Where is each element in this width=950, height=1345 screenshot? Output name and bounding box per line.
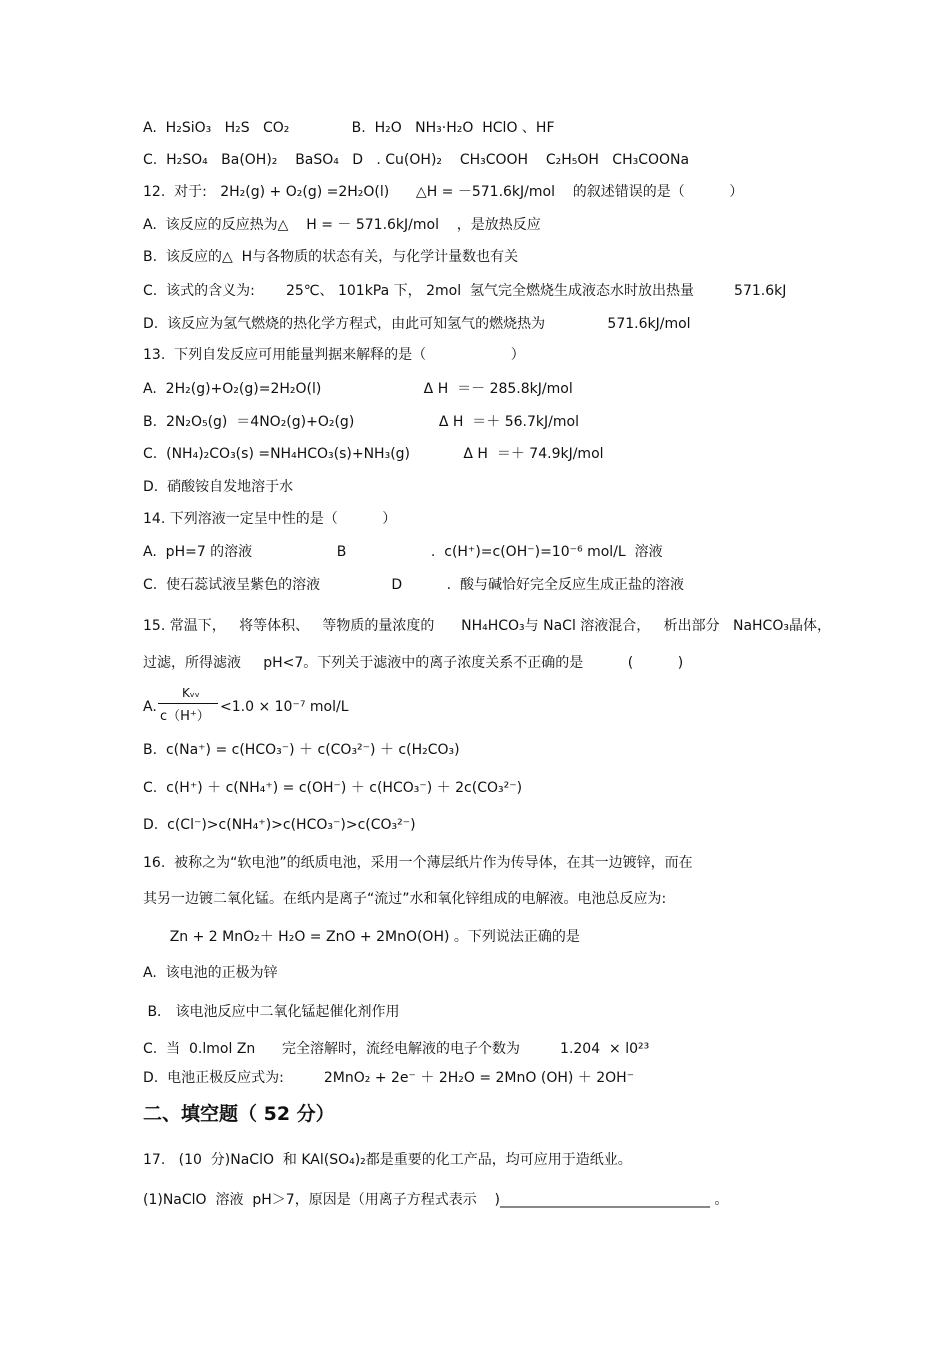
q15-option-d: D. c(Cl⁻)>c(NH₄⁺)>c(HCO₃⁻)>c(CO₃²⁻) [143,817,416,833]
q12-option-c: C. 该式的含义为: 25℃、 101kPa 下， 2mol 氢气完全燃烧生成液态水时放出热量 571.6kJ [143,283,787,299]
q14-options-a-b: A. pH=7 的溶液 B . c(H⁺)=c(OH⁻)=10⁻⁶ mol/L 溶液 [143,544,663,560]
q13-option-b: B. 2N₂O₅(g) ＝4NO₂(g)+O₂(g) Δ H ＝＋ 56.7kJ/mol [143,414,579,430]
section-2-heading: 二、填空题（ 52 分） [143,1103,335,1125]
q14-options-c-d: C. 使石蕊试液呈紫色的溶液 D . 酸与碱恰好完全反应生成正盐的溶液 [143,577,684,593]
q13-option-c: C. (NH₄)₂CO₃(s) =NH₄HCO₃(s)+NH₃(g) Δ H ＝＋ 74.9kJ/mol [143,446,604,462]
q15-option-c: C. c(H⁺) ＋ c(NH₄⁺) = c(OH⁻) ＋ c(HCO₃⁻) ＋ 2c(CO₃²⁻) [143,780,523,796]
q16-option-a: A. 该电池的正极为锌 [143,965,278,981]
q12-option-a: A. 该反应的反应热为△ H = － 571.6kJ/mol ，是放热反应 [143,217,541,233]
q16-option-b: B． 该电池反应中二氧化锰起催化剂作用 [143,1004,400,1020]
fraction-numerator: Kᵥᵥ [182,686,200,700]
question-15-line2: 过滤，所得滤液 pH<7。下列关于滤液中的离子浓度关系不正确的是 ( ) [143,655,684,671]
question-16-line2: 其另一边镀二氧化锰。在纸内是离子“流过”水和氧化锌组成的电解液。电池总反应为: [143,891,667,907]
q13-option-a: A. 2H₂(g)+O₂(g)=2H₂O(l) Δ H ＝－ 285.8kJ/mol [143,381,573,397]
q12-option-b: B. 该反应的△ H与各物质的状态有关，与化学计量数也有关 [143,249,519,265]
q13-option-d: D. 硝酸铵自发地溶于水 [143,479,294,495]
q15-option-a-prefix: A. [143,699,157,715]
question-15-line1: 15. 常温下， 将等体积、 等物质的量浓度的 NH₄HCO₃与 NaCl 溶液混合， 析出部分 NaHCO₃晶体， [143,618,831,634]
q16-option-c: C. 当 0.lmol Zn 完全溶解时，流经电解液的电子个数为 1.204 × l0²³ [143,1041,650,1057]
line-c-d-options-11: C. H₂SO₄ Ba(OH)₂ BaSO₄ D . Cu(OH)₂ CH₃COOH C₂H₅OH CH₃COONa [143,152,690,168]
question-12: 12. 对于: 2H₂(g) + O₂(g) =2H₂O(l) △H = －571.6kJ/mol 的叙述错误的是（ ） [143,184,744,200]
question-17-part-1: (1)NaClO 溶液 pH＞7，原因是（用离子方程式表示 )______________________________ 。 [143,1192,729,1208]
fraction-denominator: c（H⁺） [160,709,210,724]
q16-option-d: D. 电池正极反应式为: 2MnO₂ + 2e⁻ ＋ 2H₂O = 2MnO (OH) ＋ 2OH⁻ [143,1070,635,1086]
q15-option-a-rest: <1.0 × 10⁻⁷ mol/L [220,699,349,715]
q12-option-d: D. 该反应为氢气燃烧的热化学方程式，由此可知氢气的燃烧热为 571.6kJ/mol [143,316,691,332]
fraction-bar [158,703,218,704]
question-13: 13. 下列自发反应可用能量判据来解释的是（ ） [143,347,525,363]
question-16-line1: 16. 被称之为“软电池”的纸质电池，采用一个薄层纸片作为传导体，在其一边镀锌，而在 [143,855,693,871]
question-17: 17. (10 分)NaClO 和 KAl(SO₄)₂都是重要的化工产品，均可应用于造纸业。 [143,1152,632,1168]
line-a-b-options-11: A. H₂SiO₃ H₂S CO₂ B. H₂O NH₃·H₂O HClO 、HF [143,120,555,136]
question-16-equation: Zn + 2 MnO₂＋ H₂O = ZnO + 2MnO(OH) 。下列说法正确的是 [143,929,580,945]
question-14: 14. 下列溶液一定呈中性的是（ ） [143,511,397,527]
q15-option-b: B. c(Na⁺) = c(HCO₃⁻) ＋ c(CO₃²⁻) ＋ c(H₂CO₃) [143,742,460,758]
